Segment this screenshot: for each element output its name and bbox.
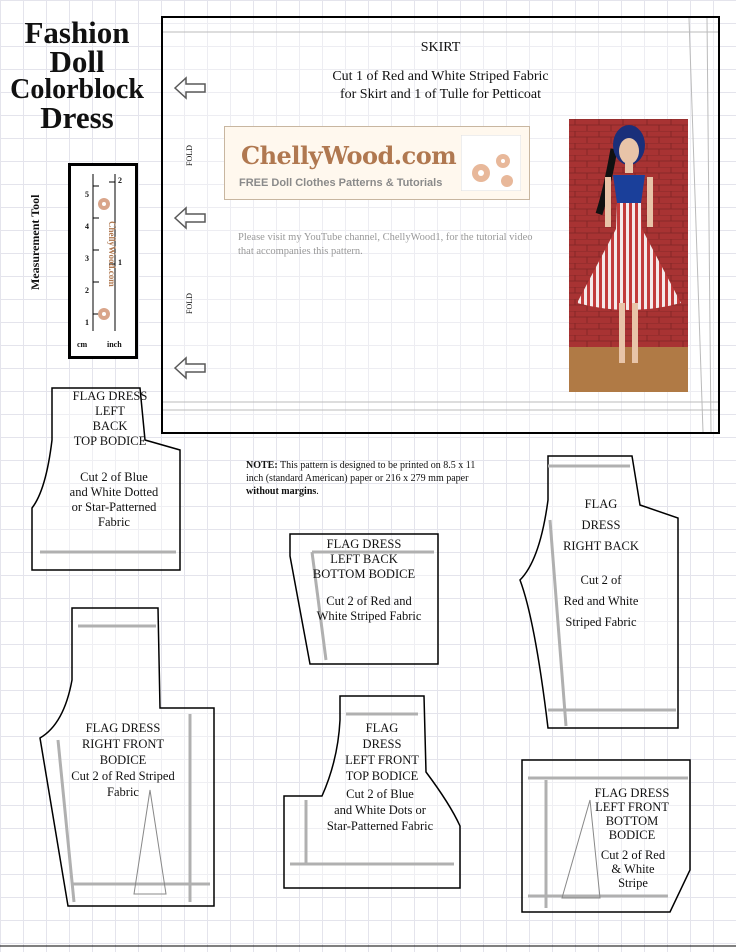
title-line-1: Fashion	[24, 15, 130, 50]
left-back-top-cut: Cut 2 of Blue and White Dotted or Star-Patterned Fabric	[69, 470, 159, 529]
inch-tick-1: 1	[118, 258, 122, 267]
right-front-label: FLAG DRESS RIGHT FRONT BODICE Cut 2 of Red Striped Fabric	[71, 721, 175, 799]
skirt-instructions: Cut 1 of Red and White Striped Fabric for Skirt and 1 of Tulle for Petticoat	[332, 69, 549, 102]
left-back-top-label: FLAG DRESS LEFT BACK TOP BODICE	[72, 389, 148, 448]
left-back-bottom-label: FLAG DRESS LEFT BACK BOTTOM BODICE	[312, 537, 416, 581]
left-front-top-cut: Cut 2 of Blue and White Dots or Star-Patterned Fabric	[326, 787, 434, 833]
left-front-top-label: FLAG DRESS LEFT FRONT TOP BODICE	[345, 721, 419, 783]
measurement-tool-label: Measurement Tool	[28, 194, 42, 290]
youtube-note: Please visit my YouTube channel, ChellyWood1, for the tutorial video that accompanies this pattern.	[238, 232, 533, 257]
printing-note: NOTE: This pattern is designed to be printed on 8.5 x 11 inch (standard American) paper or 216 x 279 mm paper without margins.	[246, 460, 476, 497]
ruler-brand: ChellyWood.com	[107, 221, 117, 287]
left-front-bottom-label: FLAG DRESS LEFT FRONT BOTTOM BODICE	[594, 786, 670, 842]
title-line-3: Colorblock	[10, 73, 144, 105]
title-line-4: Dress	[40, 100, 114, 136]
cm-label: cm	[77, 340, 88, 349]
fold-label: FOLD	[185, 293, 194, 314]
left-back-bottom-cut: Cut 2 of Red and White Striped Fabric	[316, 594, 422, 623]
inch-tick-2: 2	[118, 176, 122, 185]
fold-label: FOLD	[185, 145, 194, 166]
title-line-2: Doll	[49, 44, 105, 80]
inch-label: inch	[107, 340, 122, 349]
tagline: FREE Doll Clothes Patterns & Tutorials	[239, 177, 443, 189]
logo: ChellyWood.com	[241, 141, 457, 170]
right-back-label: FLAG DRESS RIGHT BACK	[563, 497, 639, 553]
left-front-bottom-cut: Cut 2 of Red & White Stripe	[600, 848, 666, 890]
skirt-title: SKIRT	[420, 40, 461, 55]
right-back-cut: Cut 2 of Red and White Striped Fabric	[563, 573, 639, 629]
cm-ticks: 5 4 3 2 1	[85, 190, 89, 327]
